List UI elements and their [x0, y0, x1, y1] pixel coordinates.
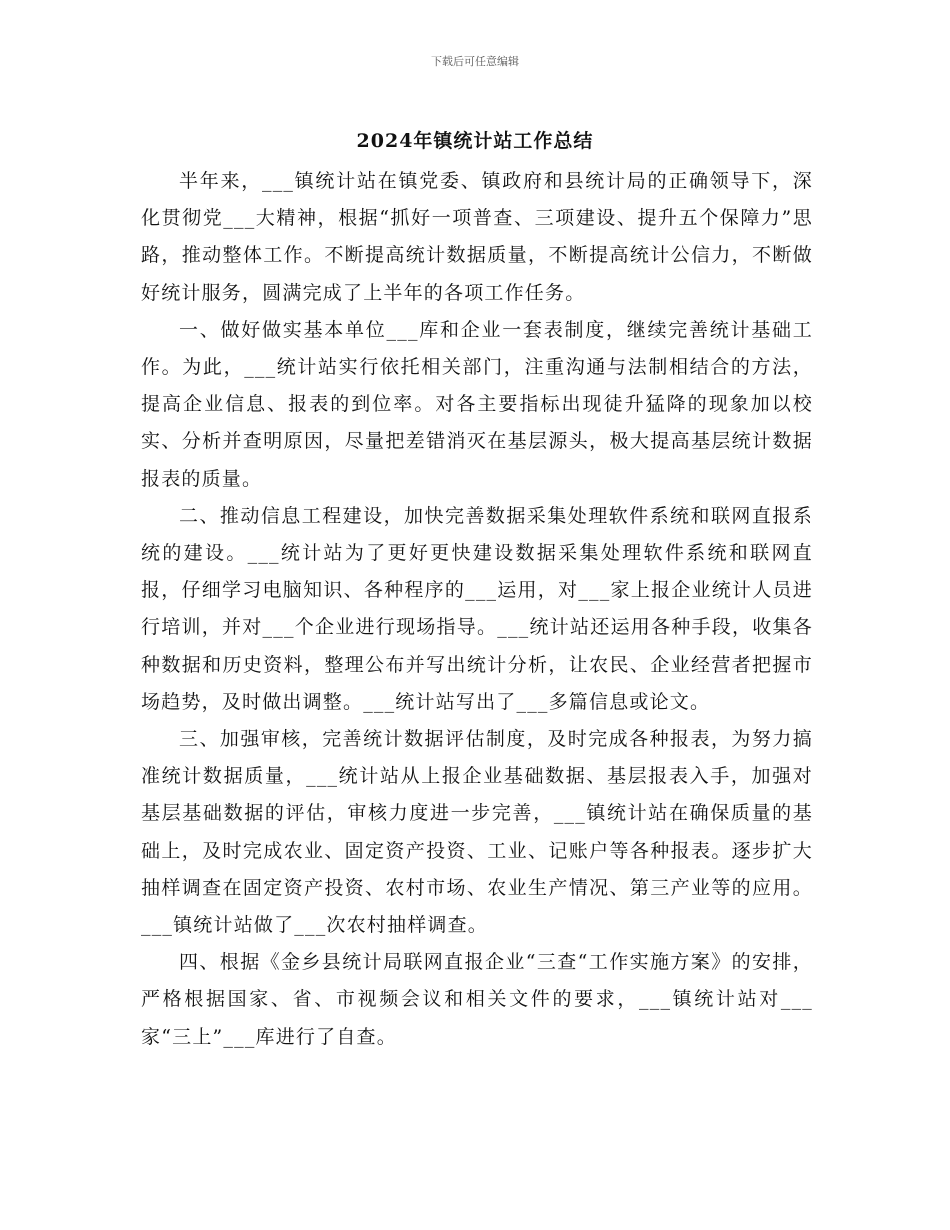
document-body: [141, 163, 813, 1056]
header-note: 下载后可任意编辑: [431, 55, 519, 68]
paragraph-section-3: 三、加强审核，完善统计数据评估制度，及时完成各种报表，为努力搞准统计数据质量，___统计站从上报企业基础数据、基层报表入手，加强对基层基础数据的评估，审核力度进一步完善，___镇统计站在确保质量的基础上，及时完成农业、固定资产投资、工业、记账户等各种报表。逐步扩大抽样调查在固定资产投资、农村市场、农业生产情况、第三产业等的应用。___镇统计站做了___次农村抽样调查。: [141, 728, 813, 937]
document-title: 2024年镇统计站工作总结: [356, 130, 594, 152]
paragraph-section-2: 二、推动信息工程建设，加快完善数据采集处理软件系统和联网直报系统的建设。___统计站为了更好更快建设数据采集处理软件系统和联网直报，仔细学习电脑知识、各种程序的___运用，对___家上报企业统计人员进行培训，并对___个企业进行现场指导。___统计站还运用各种手段，收集各种数据和历史资料，整理公布并写出统计分析，让农民、企业经营者把握市场趋势，及时做出调整。___统计站写出了___多篇信息或论文。: [141, 504, 813, 713]
paragraph-intro: 半年来，___镇统计站在镇党委、镇政府和县统计局的正确领导下，深化贯彻党___大精神，根据“抓好一项普查、三项建设、提升五个保障力”思路，推动整体工作。不断提高统计数据质量，不断提高统计公信力，不断做好统计服务，圆满完成了上半年的各项工作任务。: [141, 170, 813, 304]
paragraph-section-4: 四、根据《金乡县统计局联网直报企业“三查“工作实施方案》的安排，严格根据国家、省、市视频会议和相关文件的要求，___镇统计站对___家“三上”___库进行了自查。: [141, 951, 813, 1048]
paragraph-section-1: 一、做好做实基本单位___库和企业一套表制度，继续完善统计基础工作。为此，___统计站实行依托相关部门，注重沟通与法制相结合的方法，提高企业信息、报表的到位率。对各主要指标出现徒升猛降的现象加以校实、分析并查明原因，尽量把差错消灭在基层源头，极大提高基层统计数据报表的质量。: [141, 318, 813, 490]
